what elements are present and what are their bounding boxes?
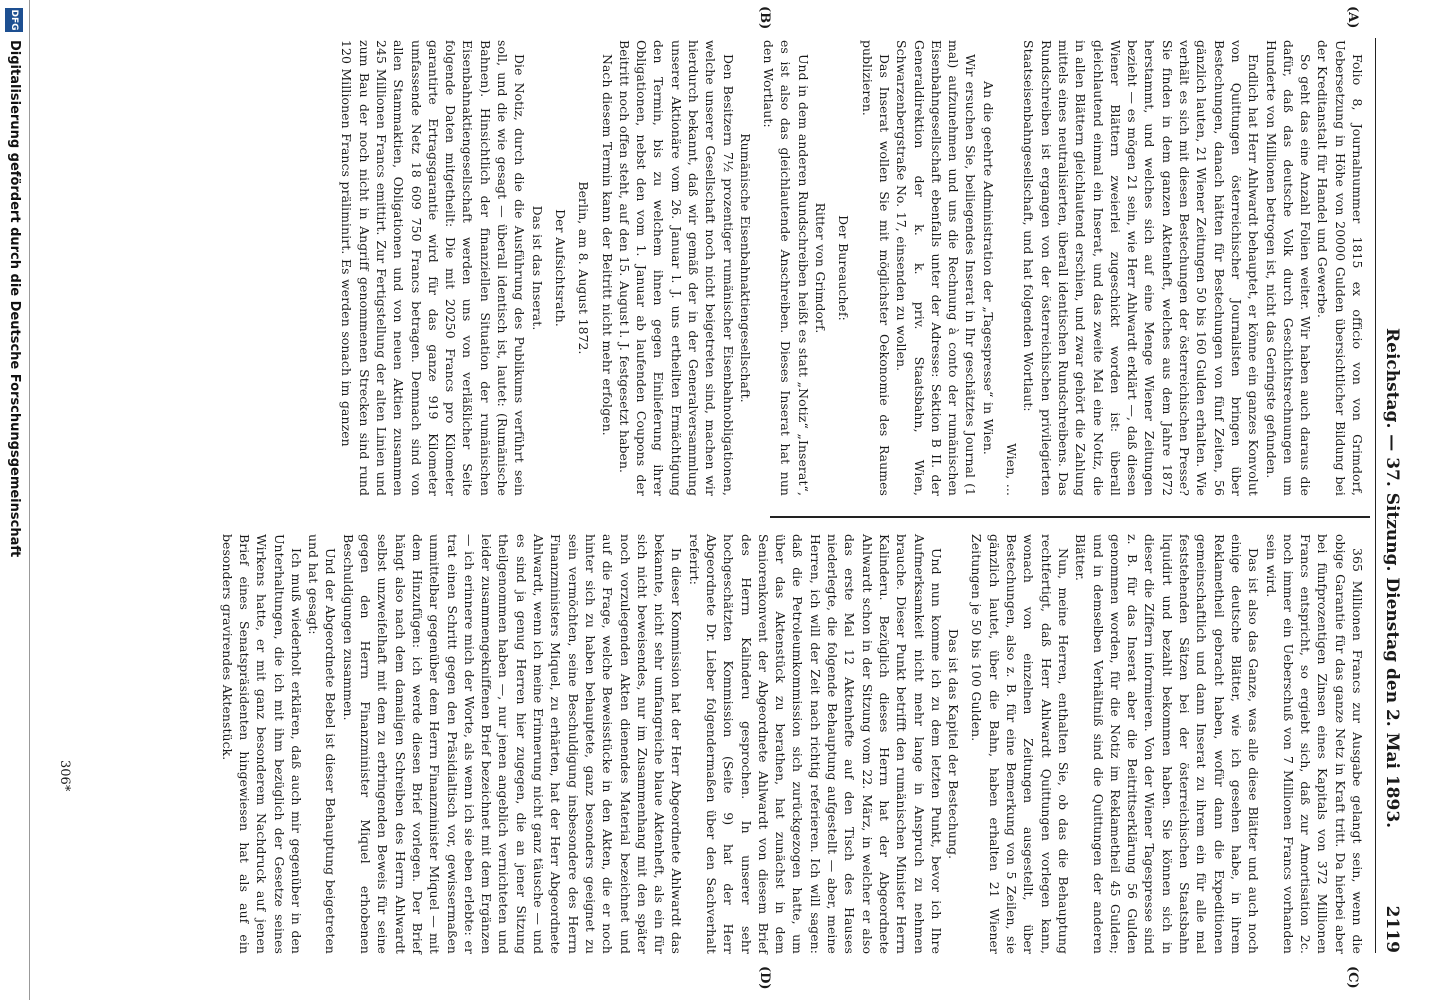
page-code: 306* — [57, 760, 72, 792]
paragraph: In dieser Kommission hat der Herr Abgeordnete Ahlwardt das bekannte, nicht sehr umfangreiche blaue Aktenheft, als ein für sich nicht beweisendes, nur im Zusammenhang mit den später noch vorzulegenden Akten dienendes Material bezeichnet und auf die Frage, welche Beweisstücke in den Akten, die er noch hinter sich zu haben behauptete, ganz besonders geeignet zu sein vermöchten, seine Beschuldigung insbesondere des Herrn Finanzministers Miquel, zu erhärten, hat der Herr Abgeordnete Ahlwardt, wenn ich meine Erinnerung nicht ganz täusche — und es sind ja genug Herren hier zugegen, die an jener Sitzung theilgenommen haben —, nur jenen angeblich vernichteten und leider zusammengekniffenen Brief bezeichnet mit dem Ergänzen — ich erinnere mich der Worte, als wenn ich sie eben erlebte: er trat einen Schritt gegen den Präsidialtisch vor, gewissermaßen unmittelbar gegenüber dem Herrn Finanzminister Miquel — mit dem Hinzufügen: ich werde diesen Brief vorlegen. Der Brief hängt also nach dem damaligen Schreiben des Herrn Ahlwardt selbst unzweifelhaft mit dem zu erbringenden Beweis für seine gegen den Herrn Finanzminister Miquel erhobenen Beschuldigungen zusammen. — [340, 534, 685, 954]
paragraph: Der Aufsichtsrath. — [552, 209, 568, 327]
paragraph: Das ist das Kapitel der Bestechung. — [946, 628, 962, 860]
paragraph: Wir ersuchen Sie, beiliegendes Inserat in Ihr geschätztes Journal (1 mal) aufzunehmen und uns die Rechnung à conto der rumänischen Eisenbahngesellschaft ebenfalls unter der Adresse: Sektion B II. der Generaldirektion der k. k. priv. Staatsbahn, Wien, Schwarzenbergstraße No. 17, einsenden zu wollen. — [894, 40, 979, 496]
paragraph: Das ist das Inserat. — [529, 205, 545, 331]
margin-marker-a: (A) — [1345, 6, 1360, 29]
dfg-logo: DFG — [5, 8, 23, 32]
paragraph: Und nun komme ich zu dem letzten Punkt, bevor ich Ihre Aufmerksamkeit nicht mehr lange in Anspruch zu nehmen brauche. Dieser Punkt betrifft den rumänischen Minister Herrn Kalinderu. Bezüglich dieses Herrn hat der Abgeordnete Ahlwardt schon in der Sitzung vom 22. März, in welcher er also das erste Mal 12 Aktenhefte auf den Tisch des Hauses niederlegte, die folgende Behauptung aufgestellt — aber, meine Herren, ich will der Zeit nach richtig referieren. Ich will sagen: daß die Petroleumkommission sich zurückgezogen hatte, um über das Aktenstück zu berathen, hat zunächst in dem Seniorenkonvent der Abgeordnete Ahlwardt von diesem Brief des Herrn Kalinderu gesprochen. In unserer sehr hochgeschätzten Kommission (Seite 9) hat der Herr Abgeordnete Dr. Lieber folgendermaßen über den Sachverhalt referirt: — [686, 534, 944, 954]
paragraph: Berlin, am 8. August 1872. — [576, 181, 592, 355]
paragraph: Den Besitzern 7½ prozentiger rumänischer Eisenbahnobligationen, welche unserer Gesellschaft noch nicht beigetreten sind, machen wir hierdurch bekannt, daß wir gemäß der in der Generalversammlung unserer Aktionäre vom 26. Januar l. J. uns ertheilten Ermächtigung den Termin, bis zu welchem ihnen gegen Einlieferung ihrer Obligationen, nebst den vom 1. Januar ab laufenden Coupons der Beitritt noch offen steht, auf den 15. August l. J. festgesetzt haben. — [616, 40, 736, 496]
digitization-footer — [0, 0, 30, 1000]
paragraph: Nun, meine Herren, enthalten Sie, ob das die Behauptung rechtfertigt, daß Herr Ahlwardt Quittungen vorlegen kann, wonach von einzelnen Zeitungen ausgestellt, über Bestechungen, also z. B. für eine Bemerkung von 5 Zeilen, sie gänzlich lautet, über die Bahn, haben erhalten 21 Wiener Zeitungen je 50 bis 100 Gulden. — [969, 534, 1071, 954]
paragraph: Das ist also das Ganze, was alle diese Blätter und auch noch einige deutsche Blätter, wie ich gesehen habe, in ihrem Reklametheil gebracht haben, wofür dann die Expeditionen gemeinschaftlich und dann Inserat zu ihrem ein für alle mal feststehenden Sätzen bei der österreichischen Staatsbahn liquidirt und bezahlt bekommen haben. Sie können sich in dieser die Ziffern informieren. Von der Wiener Tagespresse sind z. B. für das Inserat aber die Beitrittserklärung 56 Gulden genommen worden, für die Notiz im Reklametheil 45 Gulden; und in demselben Verhältniß sind die Quittungen der anderen Blätter. — [1073, 534, 1262, 954]
paragraph: Ich muß wiederholt erklären, daß auch mir gegenüber in den Unterhaltungen, die ich mit ihm bezüglich der Gesetze seines Wirkens hatte, er mit ganz besonderem Nachdruck auf jenen Brief eines Senatspräsidenten hingewiesen hat als auf ein besonders gravirendes Aktenstück. — [219, 534, 304, 954]
paragraph: Endlich hat Herr Ahlwardt behauptet, er könne ein ganzes Konvolut von Quittungen österreichischer Journalisten bringen über Bestechungen, danach hätten für Bestechungen von fünf Zeiten, 56 gänzlich lauten, 21 Wiener Zeitungen 50 bis 160 Gulden erhalten. Wie verhält es sich mit diesen Bestechungen der österreichischen Presse? Sie finden in dem ganzen Aktenheft, welches aus dem Jahre 1872 herstammt, und welches sich auf eine Menge Wiener Zeitungen bezieht — es mögen 21 sein, wie Herr Ahlwardt erklärt —, daß diesen Wiener Blättern zweierlei zugeschickt worden ist: überall gleichlautend einmal ein Inserat, und das zweite Mal eine Notiz, die in allen Blättern gleichlautend erschien, und zwar gehört die Zahlung mittels eines neutralisierten, überall identischen Rundschreibens. Das Rundschreiben ist ergangen von der österreichischen privilegierten Staatseisenbahngesellschaft, und hat folgenden Wortlaut: — [1021, 40, 1262, 496]
header-page-number: 2119 — [1382, 905, 1402, 953]
paragraph: Die Notiz, durch die die Ausführung des Publikums verführt sein soll, und die wie gesagt — überall identisch ist, lautet: (Rumänische Bahnen). Hinsichtlich der finanziellen Situation der rumänischen Eisenbahnaktiengesellschaft werden uns von verläßlicher Seite folgende Daten mitgetheilt: Die mit 20250 Francs pro Kilometer garantirte Ertragsgarantie wird für das ganze 919 Kilometer umfassende Netz 18 609 750 Francs betragen. Demnach sind von allen Stammaktien, Obligationen und von neuen Aktien zusammen 245 Millionen Francs emittirt. Zur Fertigstellung der alten Linien und zum Bau der noch nicht in Angriff genommenen Strecken sind rund 120 Millionen Francs präliminirt. Es werden sonach im ganzen — [339, 40, 528, 496]
paragraph: 365 Millionen Francs zur Ausgabe gelangt sein, wenn die obige Garantie für das ganze Netz in Kraft tritt. Da hierbei aber bei fünfprozentigen Zinsen eines Kapitals von 372 Millionen Francs entspricht, so ergiebt sich, daß zur Amortisation 2c. noch immer ein Ueberschuß von 7 Millionen Francs vorhanden sein wird. — [1263, 534, 1365, 954]
paragraph: Ritter von Grimdorf. — [813, 202, 829, 334]
paragraph: An die geehrte Administration der „Tagespresse“ in Wien. — [980, 81, 996, 455]
paragraph: Das Inserat wollen Sie mit möglichster Oekonomie des Raumes publizieren. — [859, 40, 892, 496]
margin-marker-b: (B) — [757, 6, 772, 30]
page-header — [1375, 38, 1406, 953]
text-column-left — [338, 40, 1366, 496]
paragraph: Nach diesem Termin kann der Beitritt nicht mehr erfolgen. — [599, 54, 615, 436]
paragraph: So geht das eine Anzahl Folien weiter. Wir haben auch daraus die dafür, daß das deutsche Volk durch Geschichtsrechnungen um Hunderte von Millionen betrogen ist, nicht das Geringste gefunden. — [1263, 40, 1314, 496]
paragraph: Und in dem anderen Rundschreiben heißt es statt „Notiz“ „Inserat“, es ist also das gleichlautende Anschreiben. Dieses Inserat hat nun den Wortlaut: — [761, 40, 811, 496]
header-title: Reichstag. — 37. Sitzung. Dienstag den 2. Mai 1893. — [1382, 328, 1402, 829]
paragraph: Wien, ... — [1004, 443, 1020, 496]
margin-marker-d: (D) — [757, 966, 772, 990]
digitization-note: Digitalisierung gefördert durch die Deutsche Forschungsgemeinschaft — [7, 40, 22, 558]
column-divider — [770, 516, 1370, 518]
paragraph: Und der Abgeordnete Bebel ist dieser Behauptung beigetreten und hat gesagt: — [306, 534, 339, 954]
text-column-right — [218, 534, 1366, 954]
paragraph: Rumänische Eisenbahnaktiengesellschaft. — [737, 133, 753, 403]
paragraph: Folio 8, Journalnummer 1815 ex officio von von Grimdorf, Uebersetzung in Höhe von 20000 Gulden übersichtlicher Bildung bei der Kreditanstalt für Handel und Gewerbe. — [1315, 40, 1365, 496]
paragraph: Der Bureauchef: — [836, 215, 852, 321]
margin-marker-c: (C) — [1345, 966, 1360, 989]
